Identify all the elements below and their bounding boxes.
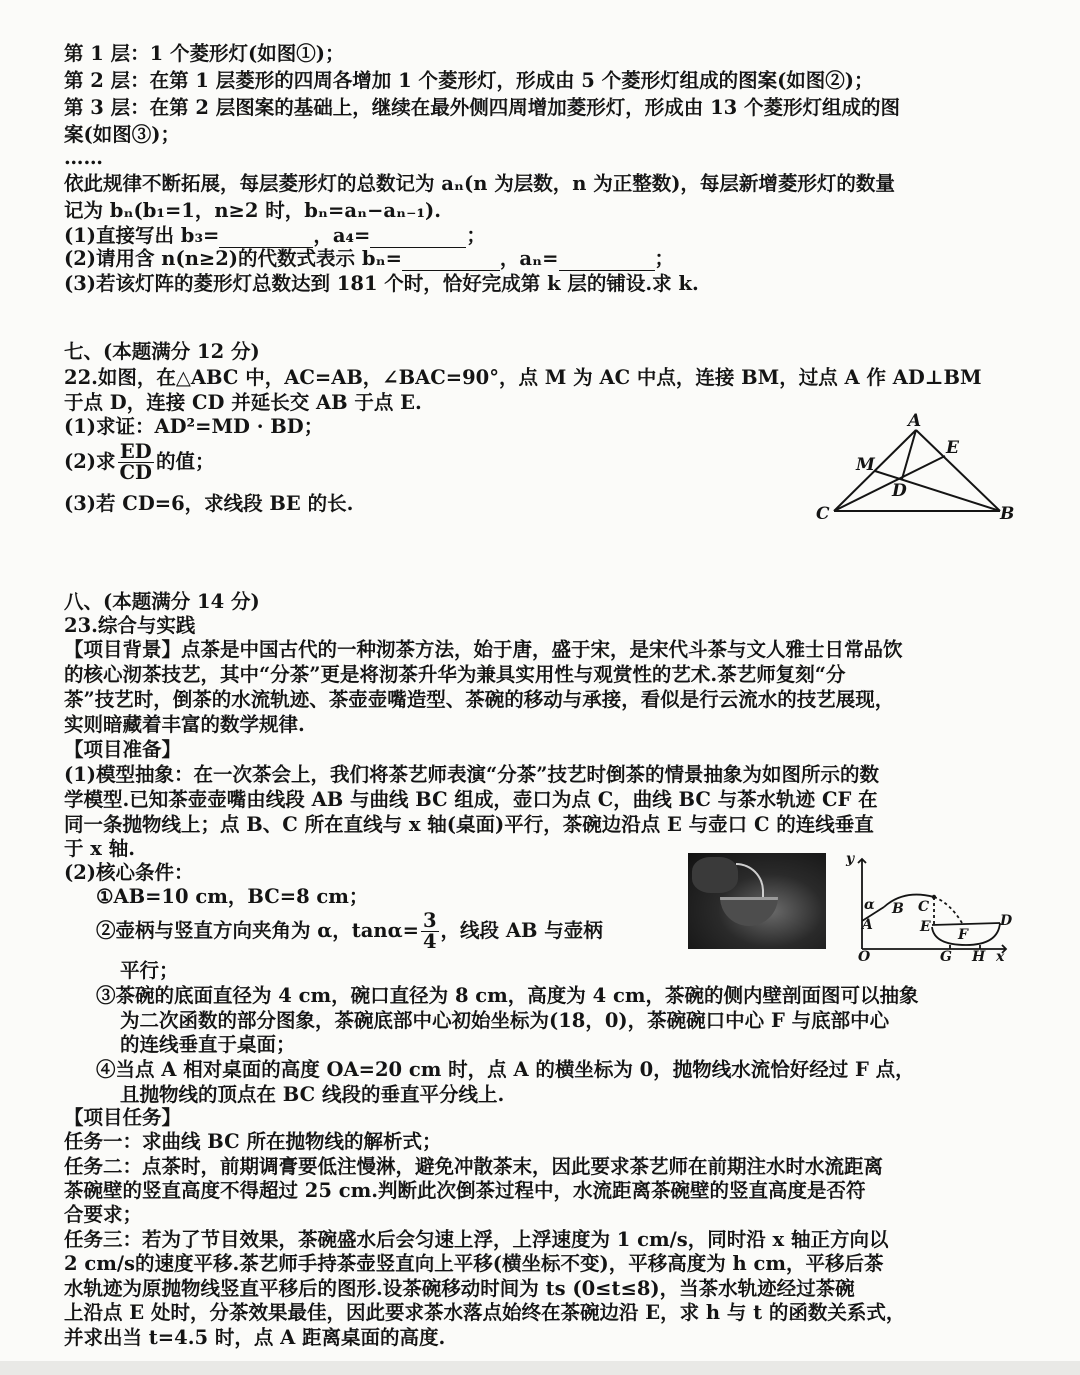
label-h: H bbox=[972, 949, 986, 965]
label-m: M bbox=[856, 455, 875, 475]
prep-heading: 【项目准备】 bbox=[64, 738, 182, 761]
fraction-ed-cd: $\frac{ED}{CD}$ bbox=[119, 440, 152, 484]
tea-stream-shape bbox=[736, 863, 764, 899]
background-line-4: 实则暗藏着丰富的数学规律. bbox=[64, 713, 305, 736]
background-line-1: 【项目背景】点茶是中国古代的一种沏茶方法，始于唐，盛于宋，是宋代斗茶与文人雅士日常品饮 bbox=[64, 638, 903, 661]
q22-line-2: 于点 D，连接 CD 并延长交 AB 于点 E. bbox=[64, 391, 422, 414]
model-line-1: (1)模型抽象：在一次茶会上，我们将茶艺师表演“分茶”技艺时倒茶的情景抽象为如图所示的数 bbox=[64, 763, 879, 786]
answer-blank-a4[interactable] bbox=[370, 229, 466, 248]
task-2-line-2: 茶碗壁的竖直高度不得超过 25 cm.判断此次倒茶过程中，水流距离茶碗壁的竖直高度是否符 bbox=[64, 1179, 866, 1202]
fraction-3-4: $\frac{3}{4}$ bbox=[422, 909, 437, 953]
q22-part1: (1)求证：AD²=MD · BD； bbox=[64, 415, 324, 438]
intro-line-2: 第 2 层：在第 1 层菱形的四周各增加 1 个菱形灯，形成由 5 个菱形灯组成的图案(如图②)； bbox=[64, 69, 874, 92]
label-y: y bbox=[846, 851, 855, 867]
label-b: B bbox=[892, 901, 904, 917]
answer-blank-bn[interactable] bbox=[402, 252, 500, 271]
q23-title: 23.综合与实践 bbox=[64, 614, 196, 637]
task-heading: 【项目任务】 bbox=[64, 1106, 182, 1129]
condition-2-cont: 平行； bbox=[120, 959, 179, 982]
conditions-heading: (2)核心条件： bbox=[64, 861, 194, 884]
condition-1: ①AB=10 cm，BC=8 cm； bbox=[96, 885, 369, 908]
condition-2: ②壶柄与竖直方向夹角为 α，tanα= $\frac{3}{4}$ ，线段 AB 与壶柄 bbox=[96, 909, 603, 953]
task-3-line-3: 水轨迹为原抛物线竖直平移后的图形.设茶碗移动时间为 ts (0≤t≤8)，当茶水轨迹经过茶碗 bbox=[64, 1277, 855, 1300]
label-d: D bbox=[892, 481, 907, 501]
segment-ce bbox=[834, 456, 945, 511]
task-3-line-1: 任务三：若为了节目效果，茶碗盛水后会匀速上浮，上浮速度为 1 cm/s，同时沿 x 轴正方向以 bbox=[64, 1228, 889, 1251]
task-3-line-4: 上沿点 E 处时，分茶效果最佳，因此要求茶水落点始终在茶碗边沿 E，求 h 与 t 的函数关系式， bbox=[64, 1301, 906, 1324]
section-8-header: 八、(本题满分 14 分) bbox=[64, 590, 260, 613]
label-c: C bbox=[918, 899, 930, 915]
q21-part2: (2)请用含 n(n≥2)的代数式表示 bₙ= ，aₙ= ； bbox=[64, 247, 675, 270]
task-2-line-3: 合要求； bbox=[64, 1203, 143, 1226]
model-line-4: 于 x 轴. bbox=[64, 837, 135, 860]
label-f: F bbox=[958, 927, 968, 943]
background-line-3: 茶”技艺时，倒茶的水流轨迹、茶壶壶嘴造型、茶碗的移动与承接，看似是行云流水的技艺展现， bbox=[64, 688, 895, 711]
label-e: E bbox=[920, 919, 931, 935]
label-d: D bbox=[1000, 913, 1013, 929]
label-a: A bbox=[908, 411, 922, 431]
intro-line-5: 依此规律不断拓展，每层菱形灯的总数记为 aₙ(n 为层数，n 为正整数)，每层新增菱形灯的数量 bbox=[64, 172, 895, 195]
stream-cf bbox=[934, 897, 962, 923]
tea-bowl-shape bbox=[720, 897, 778, 926]
answer-blank-b3[interactable] bbox=[219, 229, 313, 248]
label-c: C bbox=[816, 504, 830, 523]
q21-part1: (1)直接写出 b₃= ，a₄= ； bbox=[64, 224, 486, 247]
task-3-line-5: 并求出当 t=4.5 时，点 A 距离桌面的高度. bbox=[64, 1326, 446, 1349]
tea-pouring-photo bbox=[688, 853, 826, 949]
point-c bbox=[932, 895, 936, 899]
label-o: O bbox=[858, 949, 871, 965]
label-b: B bbox=[1000, 504, 1015, 523]
condition-3-line-2: 为二次函数的部分图象，茶碗底部中心初始坐标为(18，0)，茶碗碗口中心 F 与底部中心 bbox=[120, 1009, 890, 1032]
intro-line-3: 第 3 层：在第 2 层图案的基础上，继续在最外侧四周增加菱形灯，形成由 13 个菱形灯组成的图 bbox=[64, 96, 901, 119]
q21-part3: (3)若该灯阵的菱形灯总数达到 181 个时，恰好完成第 k 层的铺设.求 k. bbox=[64, 272, 699, 295]
model-line-3: 同一条抛物线上；点 B、C 所在直线与 x 轴(桌面)平行，茶碗边沿点 E 与壶口 C 的连线垂直 bbox=[64, 813, 874, 836]
answer-blank-an[interactable] bbox=[559, 252, 655, 271]
label-e: E bbox=[946, 438, 959, 458]
q22-line-1: 22.如图，在△ABC 中，AC=AB，∠BAC=90°，点 M 为 AC 中点，连接 BM，过点 A 作 AD⊥BM bbox=[64, 366, 982, 389]
condition-4-line-1: ④当点 A 相对桌面的高度 OA=20 cm 时，点 A 的横坐标为 0，抛物线水流恰好经过 F 点， bbox=[96, 1058, 915, 1081]
page-bottom-edge bbox=[0, 1361, 1080, 1375]
label-alpha: α bbox=[864, 897, 875, 913]
intro-line-1: 第 1 层：1 个菱形灯(如图①)； bbox=[64, 42, 345, 65]
label-g: G bbox=[940, 949, 952, 965]
q22-part2: (2)求 $\frac{ED}{CD}$ 的值； bbox=[64, 440, 215, 484]
background-line-2: 的核心沏茶技艺，其中“分茶”更是将沏茶升华为兼具实用性与观赏性的艺术.茶艺师复刻“分 bbox=[64, 663, 846, 686]
tea-model-figure bbox=[838, 847, 1018, 967]
teapot-shape bbox=[692, 857, 738, 893]
intro-line-4: 案(如图③)； bbox=[64, 123, 180, 146]
label-a: A bbox=[862, 917, 873, 933]
bowl-rim bbox=[932, 923, 1000, 925]
section-7-header: 七、(本题满分 12 分) bbox=[64, 340, 260, 363]
triangle-figure bbox=[808, 408, 1018, 523]
label-x: x bbox=[996, 949, 1005, 965]
intro-ellipsis: …… bbox=[64, 146, 103, 169]
q22-part3: (3)若 CD=6，求线段 BE 的长. bbox=[64, 492, 354, 515]
condition-3-line-3: 的连线垂直于桌面； bbox=[120, 1033, 296, 1056]
task-1: 任务一：求曲线 BC 所在抛物线的解析式； bbox=[64, 1130, 442, 1153]
task-3-line-2: 2 cm/s的速度平移.茶艺师手持茶壶竖直向上平移(横坐标不变)，平移高度为 h cm，平移后茶 bbox=[64, 1252, 884, 1275]
condition-3-line-1: ③茶碗的底面直径为 4 cm，碗口直径为 8 cm，高度为 4 cm，茶碗的侧内壁剖面图可以抽象 bbox=[96, 984, 919, 1007]
model-line-2: 学模型.已知茶壶壶嘴由线段 AB 与曲线 BC 组成，壶口为点 C，曲线 BC 与茶水轨迹 CF 在 bbox=[64, 788, 878, 811]
task-2-line-1: 任务二：点茶时，前期调膏要低注慢淋，避免冲散茶末，因此要求茶艺师在前期注水时水流距离 bbox=[64, 1155, 884, 1178]
intro-line-6: 记为 bₙ(b₁=1，n≥2 时，bₙ=aₙ−aₙ₋₁). bbox=[64, 199, 442, 222]
condition-4-line-2: 且抛物线的顶点在 BC 线段的垂直平分线上. bbox=[120, 1083, 505, 1106]
